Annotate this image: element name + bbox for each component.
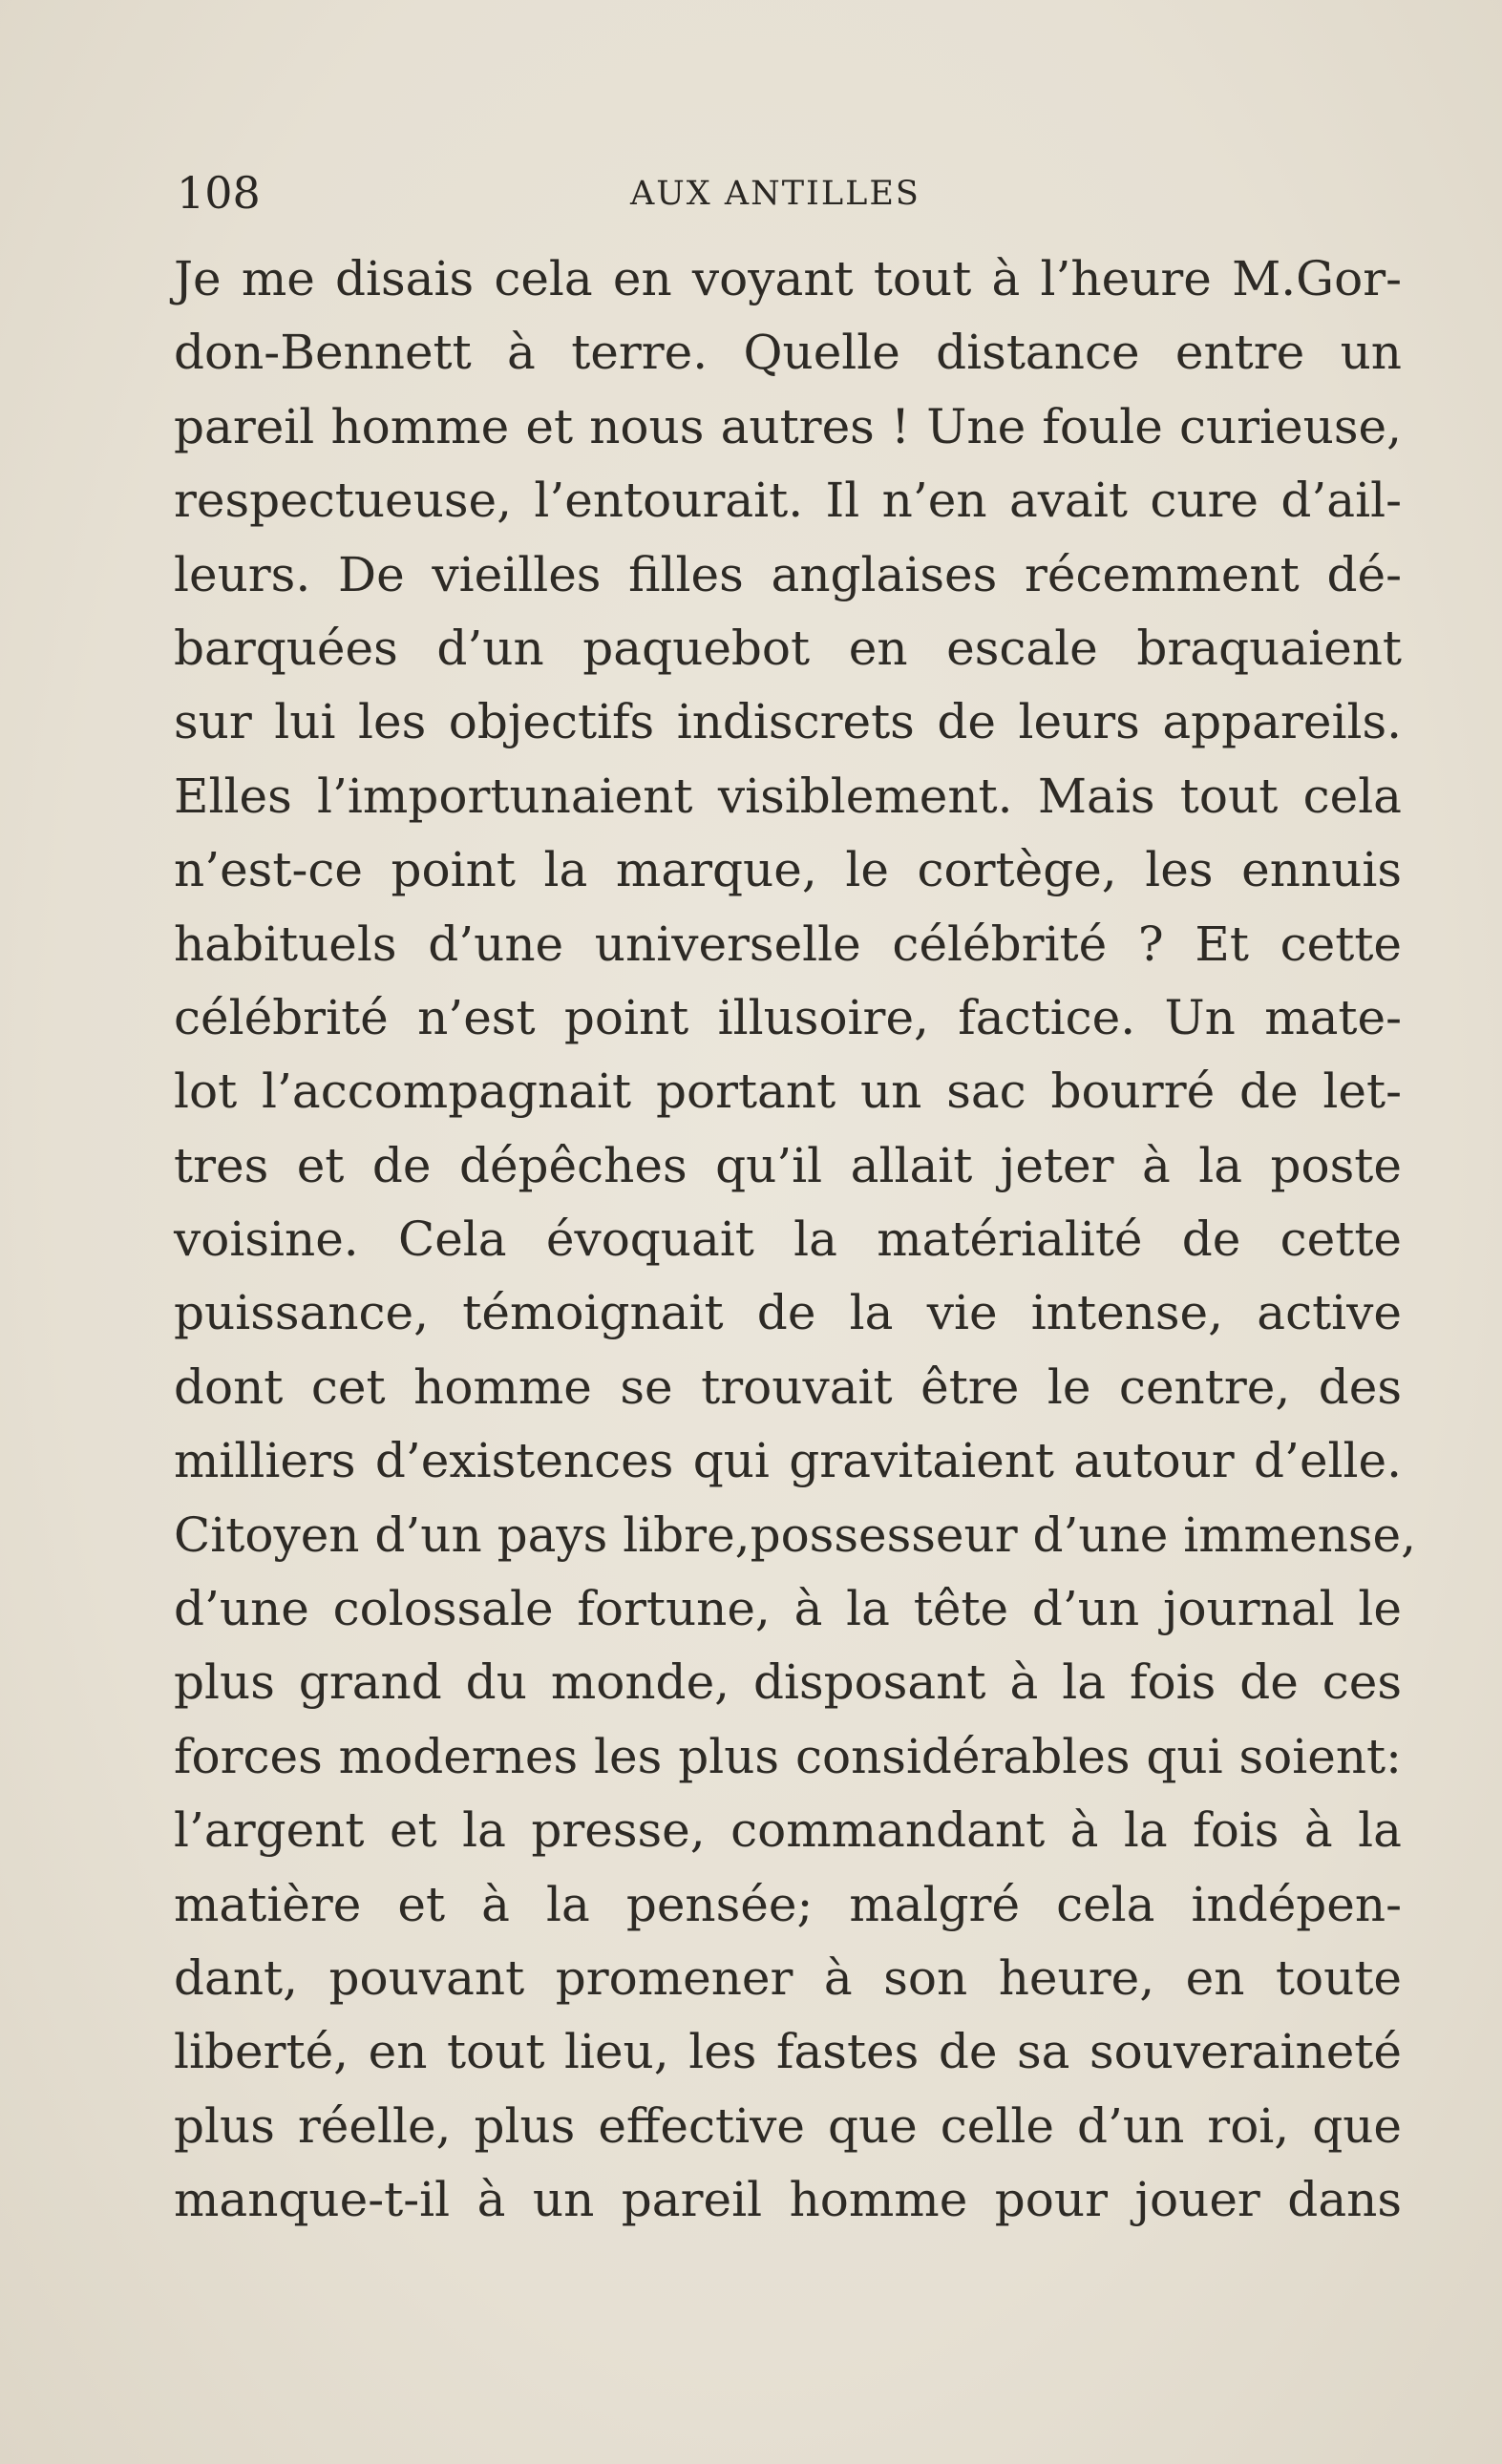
text-line: respectueuse, l’entourait. Il n’en avait cure d’ail-	[174, 473, 1402, 529]
text-line: plus réelle, plus effective que celle d’un roi, que	[174, 2097, 1402, 2154]
running-head	[177, 164, 1408, 221]
text-line: pareil homme et nous autres ! Une foule curieuse,	[174, 398, 1402, 454]
text-line: sur lui les objectifs indiscrets de leurs appareils.	[174, 694, 1402, 750]
text-line: barquées d’un paquebot en escale braquaient	[174, 620, 1402, 676]
text-line: Citoyen d’un pays libre,possesseur d’une immense,	[174, 1506, 1417, 1563]
text-line: plus grand du monde, disposant à la fois de ces	[174, 1654, 1402, 1711]
page-number: 108	[177, 167, 261, 219]
text-line: Je me disais cela en voyant tout à l’heure M.Gor-	[174, 251, 1402, 306]
body-paragraph	[174, 242, 1417, 2238]
text-line: dont cet homme se trouvait être le centre, des	[174, 1358, 1402, 1415]
text-line: manque-t-il à un pareil homme pour jouer dans	[174, 2172, 1402, 2228]
text-line: tres et de dépêches qu’il allait jeter à la poste	[174, 1137, 1402, 1193]
text-line: don-Bennett à terre. Quelle distance entre un	[174, 325, 1402, 381]
text-line: matière et à la pensée; malgré cela indépen-	[174, 1876, 1402, 1932]
text-line: voisine. Cela évoquait la matérialité de cette	[174, 1211, 1402, 1268]
text-line: milliers d’existences qui gravitaient autour d’elle.	[174, 1433, 1402, 1489]
text-line: d’une colossale fortune, à la tête d’un journal le	[174, 1581, 1402, 1637]
text-line: puissance, témoignait de la vie intense, active	[174, 1285, 1402, 1341]
text-line: forces modernes les plus considérables qui soient:	[174, 1728, 1402, 1784]
text-line: liberté, en tout lieu, les fastes de sa souveraineté	[174, 2024, 1402, 2080]
text-line: leurs. De vieilles filles anglaises récemment dé-	[174, 546, 1402, 602]
text-line: célébrité n’est point illusoire, factice. Un mate-	[174, 989, 1402, 1045]
text-line: l’argent et la presse, commandant à la fois à la	[174, 1802, 1402, 1859]
text-line: n’est-ce point la marque, le cortège, les ennuis	[174, 842, 1402, 898]
text-line: habituels d’une universelle célébrité ? Et cette	[174, 916, 1402, 972]
text-line: lot l’accompagnait portant un sac bourré de let-	[174, 1064, 1402, 1120]
running-title: AUX ANTILLES	[630, 175, 920, 213]
text-line: dant, pouvant promener à son heure, en toute	[174, 1949, 1402, 2006]
text-line: Elles l’importunaient visiblement. Mais tout cela	[174, 768, 1402, 824]
